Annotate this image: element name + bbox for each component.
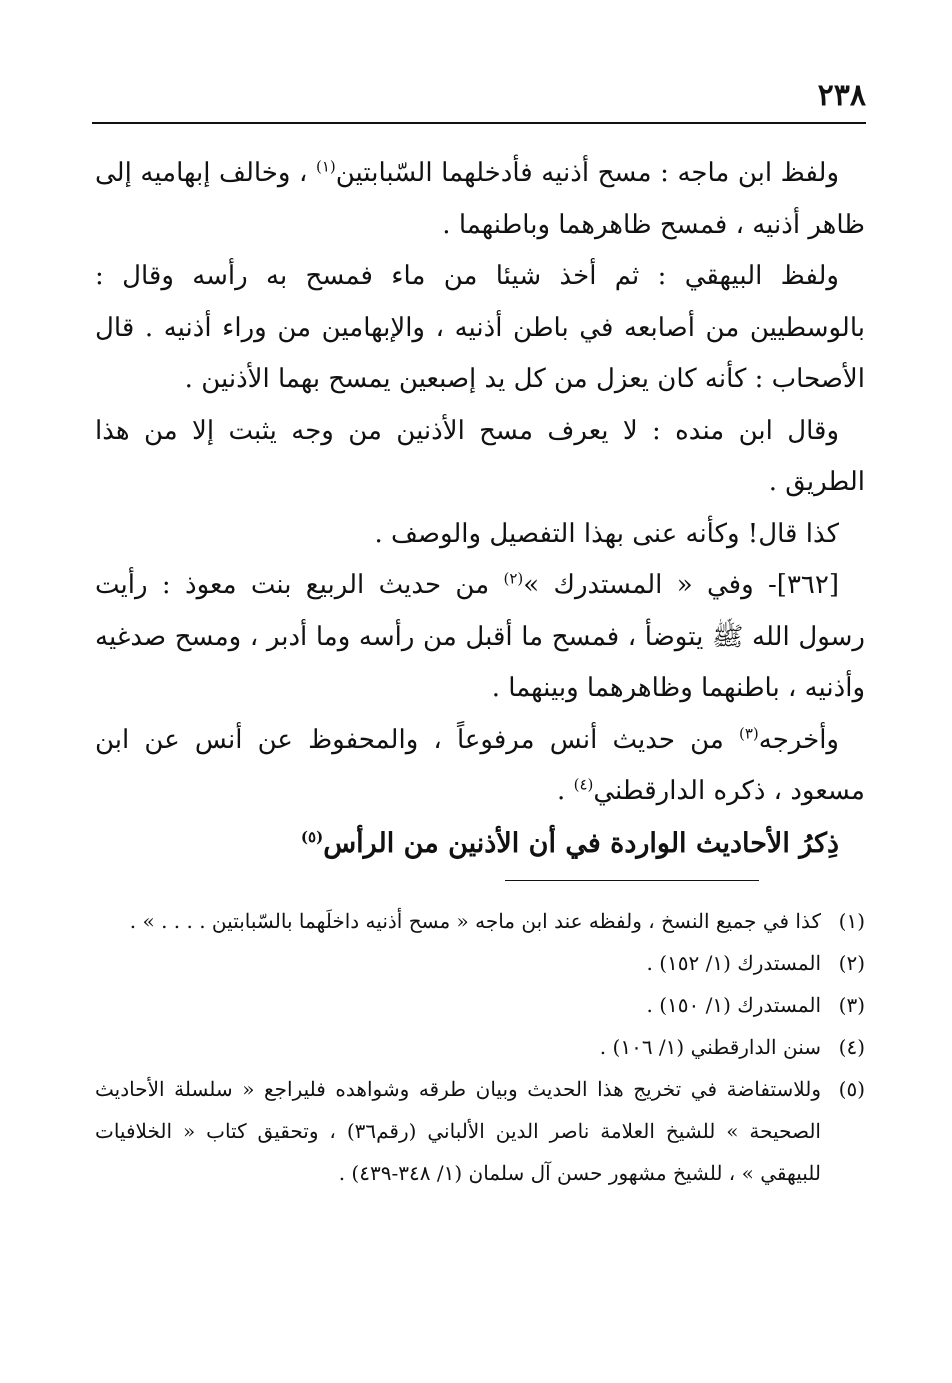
footnote-text: المستدرك (١/ ١٥٢) . [646, 951, 821, 975]
footnote-ref-1[interactable]: (١) [315, 157, 336, 176]
paragraph-hadith-362: [٣٦٢]- وفي « المستدرك »$^{(٢)}$ من حديث الربيع بنت معوذ : رأيت رسول الله ﷺ يتوضأ ، فمسح ما أقبل من رأسه وما أدبر ، ومسح صدغيه وأذنيه ، باطنهما وظاهرهما وبينهما . [95, 569, 865, 703]
footnote-ref-2[interactable]: (٢) [503, 569, 524, 588]
page-header [92, 78, 866, 124]
paragraph-ibn-majah: ولفظ ابن ماجه : مسح أذنيه فأدخلهما السّبابتين$^{(١)}$ ، وخالف إبهاميه إلى ظاهر أذنيه ، فمسح ظاهرهما وباطنهما . [95, 157, 865, 240]
footnote-item [95, 900, 865, 942]
footnote-number: (٥) [838, 1077, 865, 1101]
paragraph-comment: كذا قال! وكأنه عنى بهذا التفصيل والوصف . [374, 518, 839, 549]
footnote-item [95, 1026, 865, 1068]
footnotes [95, 900, 865, 1194]
footnote-number: (١) [838, 909, 865, 933]
footnote-item [95, 942, 865, 984]
footnote-text: سنن الدارقطني (١/ ١٠٦) . [599, 1035, 821, 1059]
paragraph-bayhaqi: ولفظ البيهقي : ثم أخذ شيئا من ماء فمسح به رأسه وقال : بالوسطيين من أصابعه في باطن أذنيه ، والإبهامين من وراء أذنيه . قال الأصحاب : كأنه كان يعزل من كل يد إصبعين يمسح بهما الأذنين . [95, 261, 865, 394]
footnote-text: المستدرك (١/ ١٥٠) . [646, 993, 821, 1017]
main-text [95, 148, 865, 869]
footnote-item [95, 1068, 865, 1194]
section-heading: ذِكرُ الأحاديث الواردة في أن الأذنين من الرأس$^{(٥)}$ [300, 827, 839, 859]
footnote-text: كذا في جميع النسخ ، ولفظه عند ابن ماجه « مسح أذنيه داخلَهما بالسّبابتين . . . . » . [129, 909, 821, 933]
footnote-number: (٣) [838, 993, 865, 1017]
paragraph-takhrij: وأخرجه$^{(٣)}$ من حديث أنس مرفوعاً ، والمحفوظ عن أنس عن ابن مسعود ، ذكره الدارقطني$^{(٤)}$ . [95, 723, 865, 806]
paragraph-ibn-mandah: وقال ابن منده : لا يعرف مسح الأذنين من وجه يثبت إلا من هذا الطريق . [95, 415, 865, 497]
footnote-separator [505, 880, 759, 881]
footnote-ref-5[interactable]: (٥) [300, 827, 324, 846]
footnote-text: وللاستفاضة في تخريج هذا الحديث وبيان طرقه وشواهده فليراجع « سلسلة الأحاديث الصحيحة » للشيخ العلامة ناصر الدين الألباني (رقم٣٦) ، وتحقيق كتاب « الخلافيات للبيهقي » ، للشيخ مشهور حسن آل سلمان (١/ ٣٤٨-٤٣٩) . [95, 1077, 821, 1185]
footnote-ref-3[interactable]: (٣) [739, 723, 759, 742]
footnote-number: (٢) [838, 951, 865, 975]
page-number: ٢٣٨ [817, 78, 866, 113]
footnote-number: (٤) [838, 1035, 865, 1059]
footnote-ref-4[interactable]: (٤) [573, 775, 594, 794]
footnote-item [95, 984, 865, 1026]
